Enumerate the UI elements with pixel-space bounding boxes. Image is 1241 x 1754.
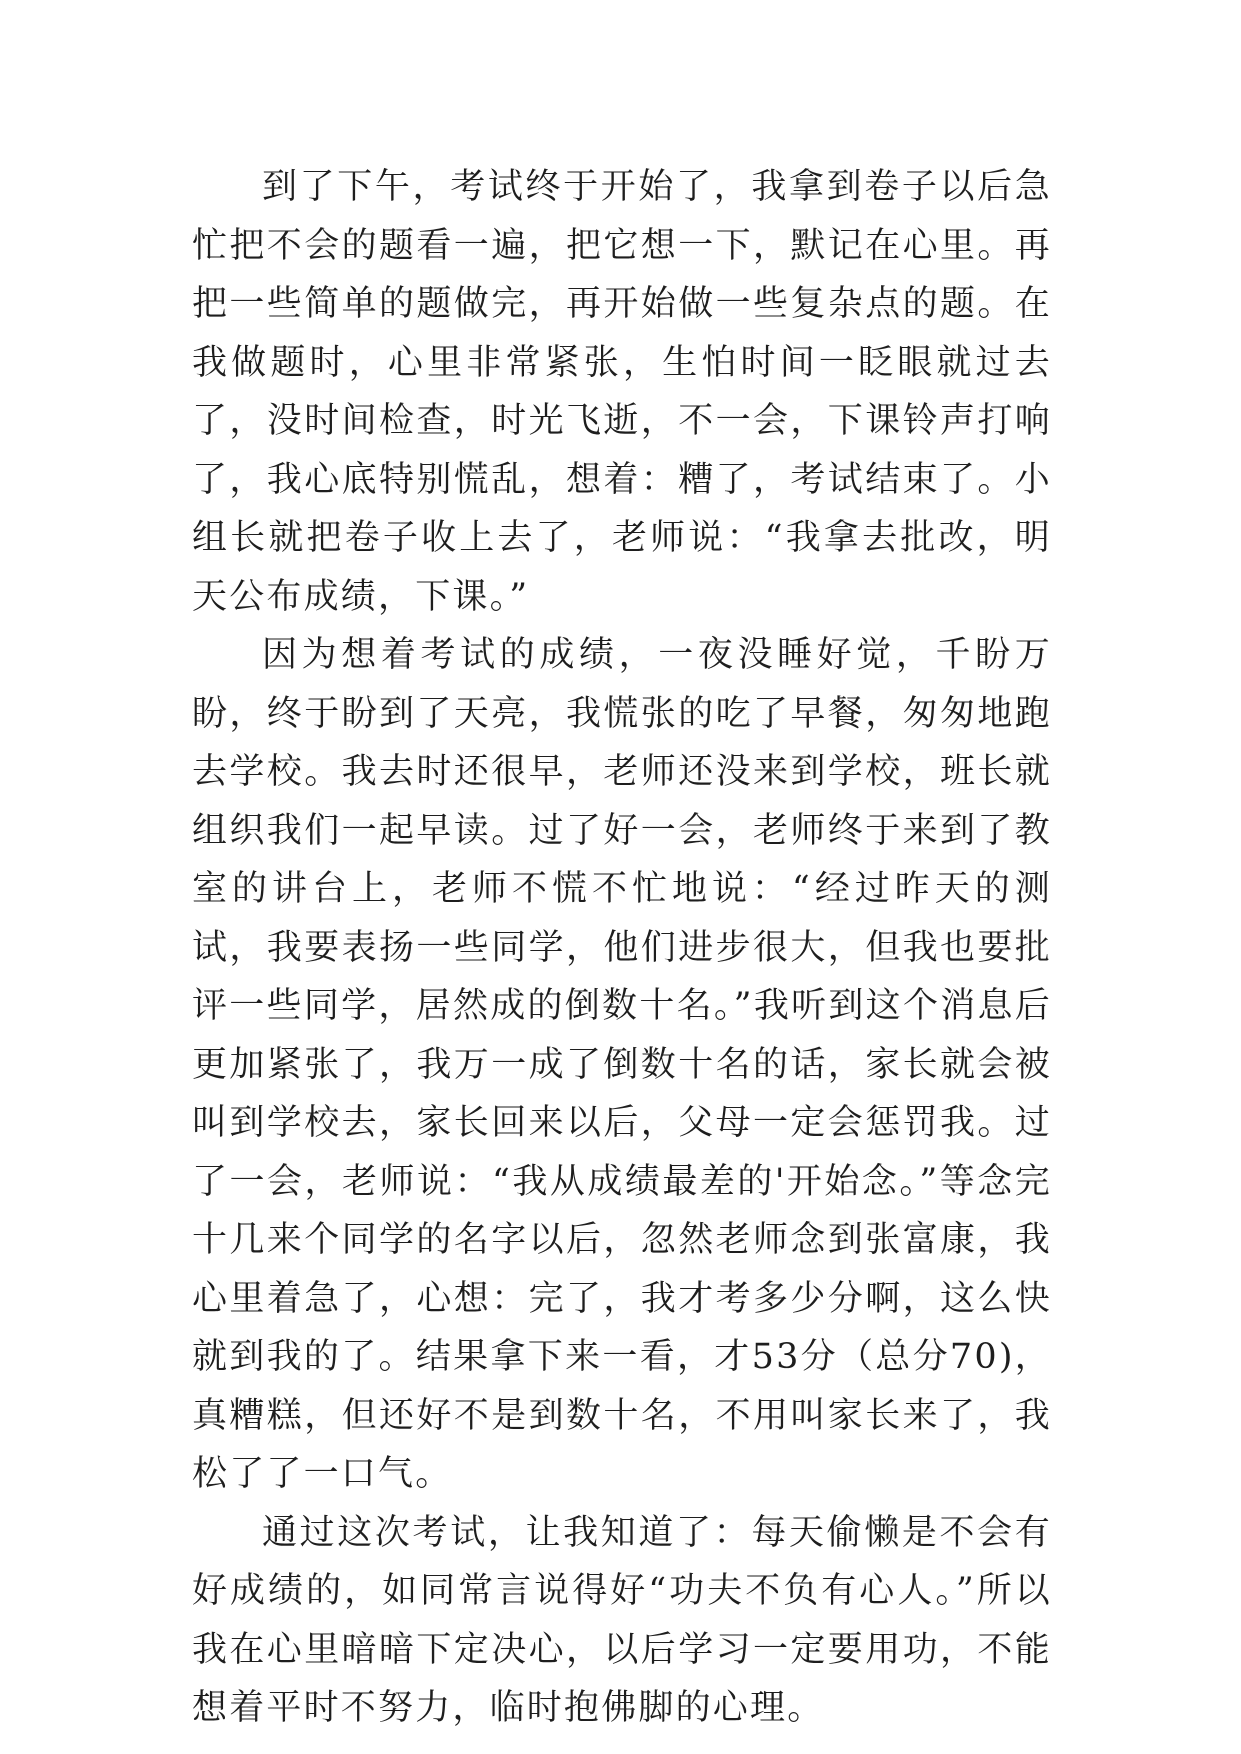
paragraph-2: 因为想着考试的成绩，一夜没睡好觉，千盼万盼，终于盼到了天亮，我慌张的吃了早餐，匆匆地跑去学校。我去时还很早，老师还没来到学校，班长就组织我们一起早读。过了好一会，老师终于来到了教室的讲台上，老师不慌不忙地说：“经过昨天的测试，我要表扬一些同学，他们进步很大，但我也要批评一些同学，居然成的倒数十名。”我听到这个消息后更加紧张了，我万一成了倒数十名的话，家长就会被叫到学校去，家长回来以后，父母一定会惩罚我。过了一会，老师说：“我从成绩最差的'开始念。”等念完十几来个同学的名字以后，忽然老师念到张富康，我心里着急了，心想：完了，我才考多少分啊，这么快就到我的了。结果拿下来一看，才53分（总分70)，真糟糕，但还好不是到数十名，不用叫家长来了，我松了了一口气。 <box>192 635 1052 1494</box>
paragraph-1: 到了下午，考试终于开始了，我拿到卷子以后急忙把不会的题看一遍，把它想一下，默记在心里。再把一些简单的题做完，再开始做一些复杂点的题。在我做题时，心里非常紧张，生怕时间一眨眼就过去了，没时间检查，时光飞逝，不一会，下课铃声打响了，我心底特别慌乱，想着：糟了，考试结束了。小组长就把卷子收上去了，老师说：“我拿去批改，明天公布成绩，下课。” <box>192 167 1052 617</box>
paragraph-3: 通过这次考试，让我知道了：每天偷懒是不会有好成绩的，如同常言说得好“功夫不负有心人。”所以我在心里暗暗下定决心，以后学习一定要用功，不能想着平时不努力，临时抱佛脚的心理。 <box>192 1512 1052 1728</box>
document-body <box>192 158 1052 1738</box>
